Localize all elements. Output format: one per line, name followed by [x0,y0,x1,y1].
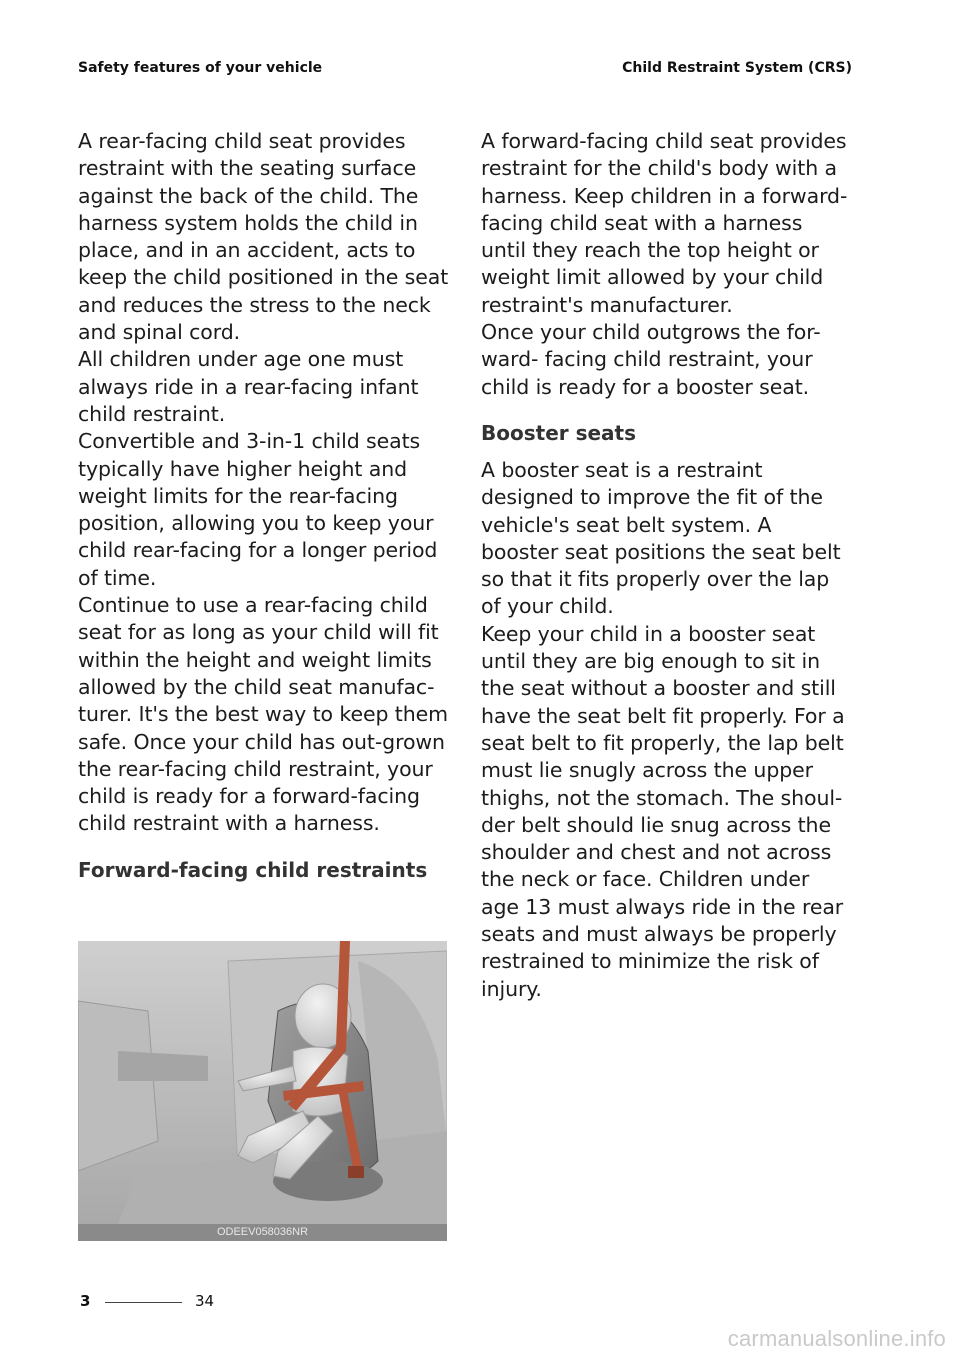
footer-divider [105,1302,182,1303]
body-paragraph: A rear-facing child seat provides restraint with the seating surface against the back of the child. The harness system holds the child in place, and in an accident, acts to keep the child positioned in the seat and reduces the stress to the neck and spinal cord. [78,129,449,345]
section-heading-booster-seats: Booster seats [481,420,637,445]
right-column [481,128,853,1003]
body-paragraph: All children under age one must always ride in a rear-facing infant child restraint. [78,347,419,426]
body-paragraph: Once your child outgrows the for-ward- facing child restraint, your child is ready for a booster seat. [481,320,821,399]
section-heading-forward-facing: Forward-facing child restraints [78,857,428,882]
body-paragraph: A forward-facing child seat provides restraint for the child's body with a harness. Keep children in a forward-facing child seat with a harness until they reach the top height or weight limit allowed by your child restraint's manufacturer. [481,129,848,317]
running-header-topic: Child Restraint System (CRS) [622,60,852,76]
child-seat-illustration [78,941,447,1241]
watermark-text: carmanualsonline.info [727,1326,946,1351]
footer-section-number: 3 [80,1292,91,1310]
body-paragraph: Convertible and 3-in-1 child seats typically have higher height and weight limits for the rear-facing position, allowing you to keep your child rear-facing for a longer period of time. [78,429,438,590]
body-paragraph: Keep your child in a booster seat until they are big enough to sit in the seat without a booster and still have the seat belt fit properly. For a seat belt to fit properly, the lap belt must lie snugly across the upper thighs, not the stomach. The shoul-der belt should lie snug across the shoulder and chest and not across the neck or face. Children under age 13 must always ride in the rear seats and must always be properly restrained to minimize the risk of injury. [481,621,845,1001]
running-header-section: Safety features of your vehicle [78,60,323,76]
footer-page-number: 34 [195,1292,215,1310]
body-paragraph: A booster seat is a restraint designed to improve the fit of the vehicle's seat belt system. A booster seat positions the seat belt so that it fits properly over the lap of your child. [481,457,841,619]
child-seat-drawing [78,941,447,1241]
left-column [78,128,450,894]
figure-caption: ODEEV058036NR [78,1224,447,1241]
body-paragraph: Continue to use a rear-facing child seat for as long as your child will fit within the height and weight limits allowed by the child seat manufac-turer. It's the best way to keep them safe. Once your child has out-grown the rear-facing child restraint, your child is ready for a forward-facing child restraint with a harness. [78,593,449,836]
